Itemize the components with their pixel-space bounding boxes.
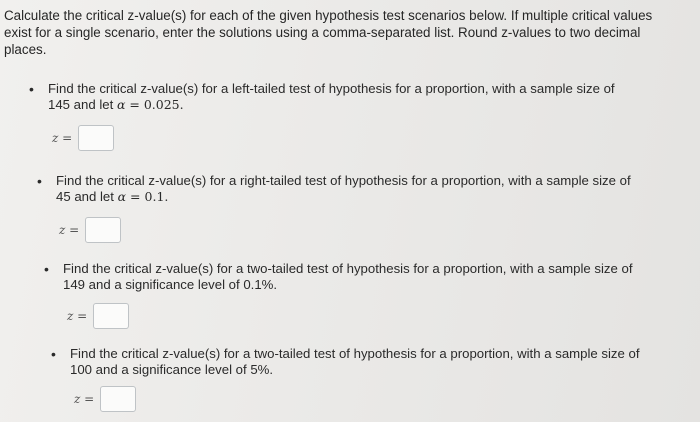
question-2-line1: Find the critical z-value(s) for a right-tailed test of hypothesis for a proportion, with a sample size of [56, 173, 631, 188]
alpha-symbol: α [116, 97, 126, 112]
question-4-line2: 100 and a significance level of 5%. [70, 362, 274, 377]
bullet: • [51, 346, 56, 362]
question-1 [29, 81, 668, 113]
question-3-line1: Find the critical z-value(s) for a two-tailed test of hypothesis for a proportion, with a sample size of [63, 261, 633, 276]
answer-input-1[interactable] [78, 125, 114, 151]
answer-input-4[interactable] [100, 386, 136, 412]
bullet: • [29, 81, 34, 97]
bullet: • [44, 261, 49, 277]
question-4 [51, 346, 690, 378]
question-4-line1: Find the critical z-value(s) for a two-tailed test of hypothesis for a proportion, with a sample size of [70, 346, 640, 361]
answer-input-2[interactable] [85, 217, 121, 243]
alpha-value: 0.1. [144, 189, 169, 204]
answer-row-2 [59, 217, 121, 243]
question-3-line2: 149 and a significance level of 0.1%. [63, 277, 278, 292]
question-2-prefix: 45 and let [56, 189, 114, 204]
question-1-prefix: 145 and let [48, 97, 114, 112]
question-2-line2 [56, 189, 676, 205]
answer-row-1 [52, 125, 114, 151]
z-label: z = [74, 392, 95, 406]
question-2 [37, 173, 676, 205]
alpha-value: 0.025. [143, 97, 184, 112]
bullet: • [37, 173, 42, 189]
equals-sign: = [130, 189, 141, 204]
z-label: z = [59, 223, 80, 237]
equals-sign: = [129, 97, 140, 112]
z-label: z = [52, 131, 73, 145]
question-1-line1: Find the critical z-value(s) for a left-tailed test of hypothesis for a proportion, with a sample size of [48, 81, 615, 96]
answer-row-4 [74, 386, 136, 412]
z-label: z = [67, 309, 88, 323]
answer-input-3[interactable] [93, 303, 129, 329]
question-1-line2 [48, 97, 668, 113]
answer-row-3 [67, 303, 129, 329]
instructions-text: Calculate the critical z-value(s) for each of the given hypothesis test scenarios below. If multiple critical values exist for a single scenario, enter the solutions using a comma-separated list. Round z-values to two decimal places. [4, 8, 653, 57]
alpha-symbol: α [117, 189, 127, 204]
question-3 [44, 261, 683, 293]
